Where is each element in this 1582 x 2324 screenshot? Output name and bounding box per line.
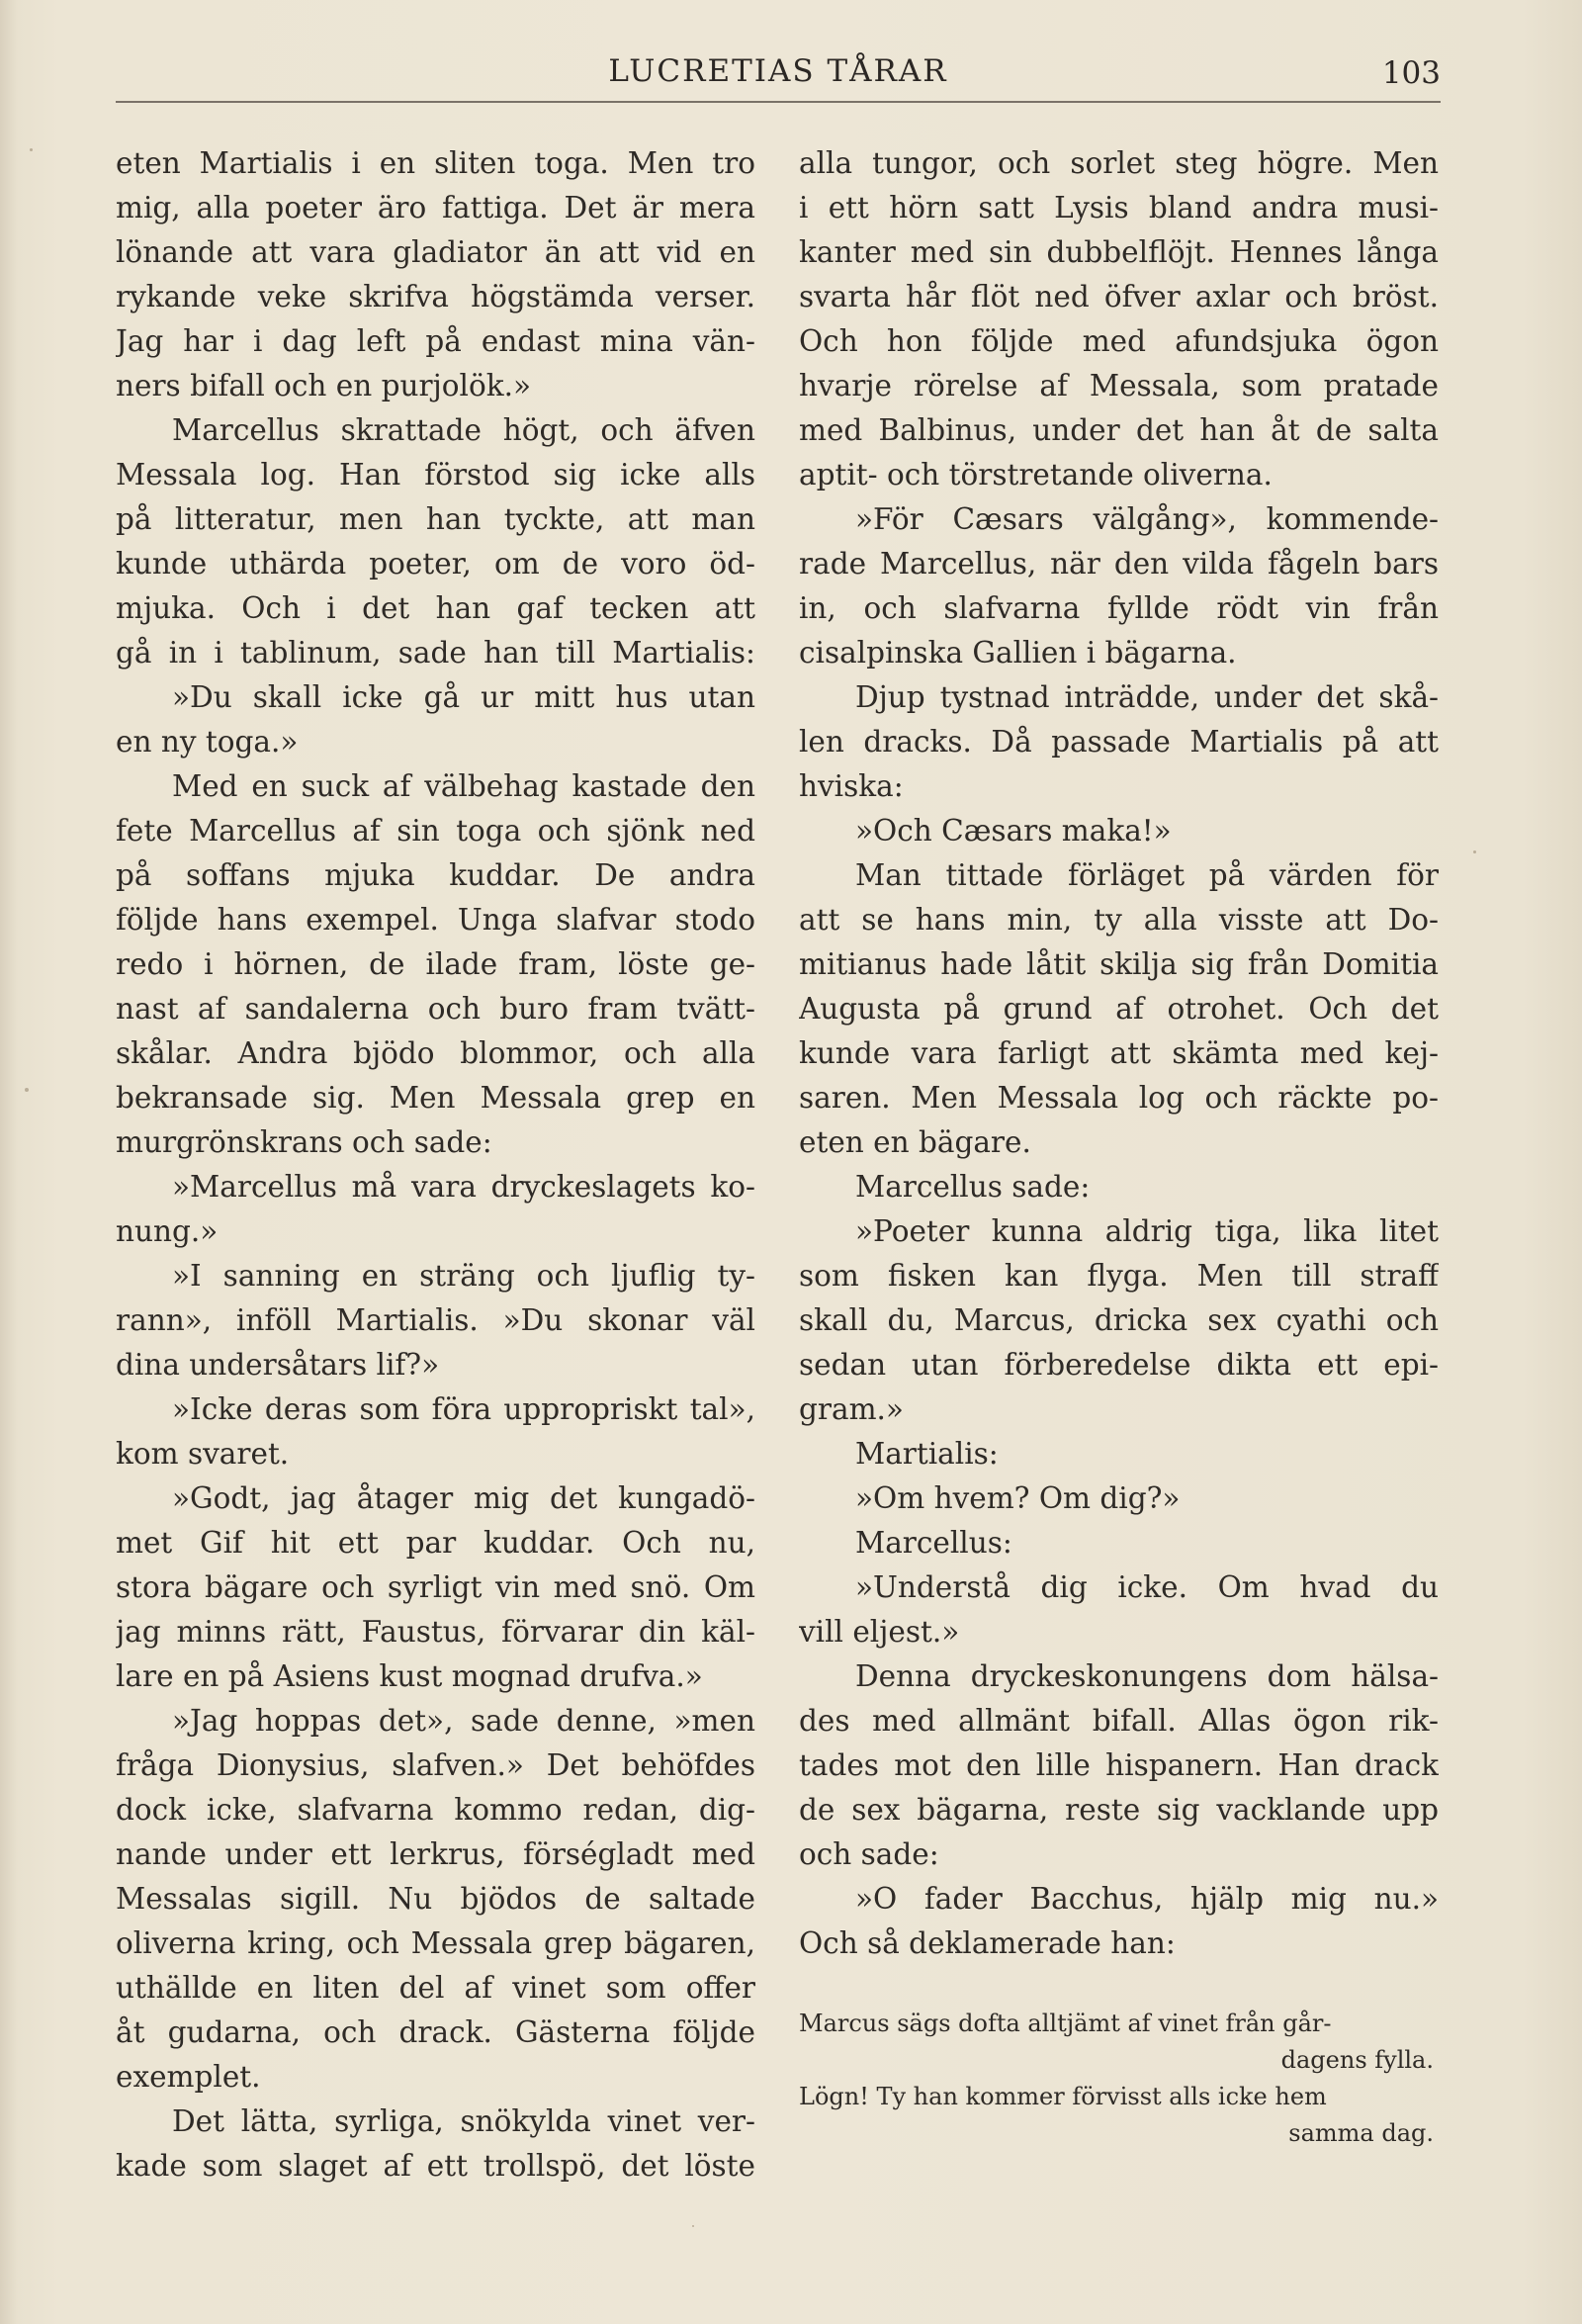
text-line: på soffans mjuka kuddar. De andra	[116, 858, 755, 892]
text-line: »Understå dig icke. Om hvad du	[855, 1570, 1439, 1604]
text-line: Med en suck af välbehag kastade den	[172, 769, 755, 803]
text-line: mjuka. Och i det han gaf tecken att	[116, 591, 755, 625]
epigram	[799, 2006, 1442, 2152]
text-line: oliverna kring, och Messala grep bägaren,	[116, 1926, 755, 1960]
text-line: des med allmänt bifall. Allas ögon rik-	[799, 1704, 1439, 1738]
text-line: och sade:	[799, 1837, 939, 1871]
text-line: saren. Men Messala log och räckte po-	[799, 1081, 1439, 1115]
text-line: kunde vara farligt att skämta med kej-	[799, 1036, 1439, 1070]
text-line: Jag har i dag left på endast mina vän-	[116, 324, 755, 358]
text-line: vill eljest.»	[799, 1615, 960, 1649]
text-line: Marcellus:	[855, 1526, 1012, 1560]
text-line: dock icke, slafvarna kommo redan, dig-	[116, 1793, 755, 1827]
text-line: rade Marcellus, när den vilda fågeln bars	[799, 547, 1439, 581]
text-line: på litteratur, men han tyckte, att man	[116, 502, 755, 536]
page-header	[116, 51, 1441, 103]
text-line: Det lätta, syrliga, snökylda vinet ver-	[172, 2104, 755, 2138]
text-line: »Jag hoppas det», sade denne, »men	[172, 1704, 755, 1738]
text-line: Man tittade förläget på värden för	[855, 858, 1439, 892]
text-line: hviska:	[799, 769, 904, 803]
text-line: rann», inföll Martialis. »Du skonar väl	[116, 1303, 755, 1337]
running-title: LUCRETIAS TÅRAR	[608, 53, 948, 89]
text-line: »Du skall icke gå ur mitt hus utan	[172, 680, 755, 714]
text-line: eten Martialis i en sliten toga. Men tro	[116, 146, 755, 180]
text-line: exemplet.	[116, 2060, 261, 2094]
text-line: gå in i tablinum, sade han till Martialis:	[116, 636, 755, 670]
paper-speck	[25, 1088, 29, 1092]
text-line: skall du, Marcus, dricka sex cyathi och	[799, 1303, 1439, 1337]
text-line: uthällde en liten del af vinet som offer	[116, 1971, 755, 2005]
text-line: sedan utan förberedelse dikta ett epi-	[799, 1348, 1439, 1382]
text-line: redo i hörnen, de ilade fram, löste ge-	[116, 947, 755, 981]
text-line: fråga Dionysius, slafven.» Det behöfdes	[116, 1748, 755, 1782]
text-line: alla tungor, och sorlet steg högre. Men	[799, 146, 1439, 180]
text-line: »Godt, jag åtager mig det kungadö-	[172, 1481, 755, 1515]
text-line: murgrönskrans och sade:	[116, 1125, 492, 1159]
text-line: kade som slaget af ett trollspö, det löste	[116, 2149, 755, 2183]
paragraph	[799, 141, 1439, 497]
text-line: »För Cæsars välgång», kommende-	[855, 502, 1439, 536]
text-line: bekransade sig. Men Messala grep en	[116, 1081, 755, 1115]
paragraph	[116, 764, 755, 1165]
paper-speck	[1473, 850, 1476, 853]
paragraph	[799, 1877, 1439, 1966]
text-line: dina undersåtars lif?»	[116, 1348, 440, 1382]
text-line: »Om hvem? Om dig?»	[855, 1481, 1181, 1515]
paragraph	[799, 497, 1439, 675]
text-line: skålar. Andra bjödo blommor, och alla	[116, 1036, 755, 1070]
text-line: stora bägare och syrligt vin med snö. Om	[116, 1570, 755, 1604]
paragraph	[799, 675, 1439, 809]
text-line: kunde uthärda poeter, om de voro öd-	[116, 547, 755, 581]
text-line: len dracks. Då passade Martialis på att	[799, 725, 1439, 759]
left-column	[116, 141, 755, 2189]
text-line: i ett hörn satt Lysis bland andra musi-	[799, 191, 1439, 224]
text-line: hvarje rörelse af Messala, som pratade	[799, 369, 1439, 402]
right-column	[799, 141, 1439, 1966]
text-line: kom svaret.	[116, 1437, 290, 1471]
paragraph	[116, 141, 755, 408]
text-line: met Gif hit ett par kuddar. Och nu,	[116, 1526, 755, 1560]
text-line: rykande veke skrifva högstämda verser.	[116, 280, 755, 313]
text-line: jag minns rätt, Faustus, förvarar din käl-	[116, 1615, 755, 1649]
paragraph	[799, 809, 1439, 853]
paragraph	[799, 1165, 1439, 1209]
text-line: »I sanning en sträng och ljuflig ty-	[172, 1259, 755, 1293]
paragraph	[116, 1254, 755, 1387]
paragraph	[116, 1476, 755, 1699]
text-line: nast af sandalerna och buro fram tvätt-	[116, 992, 755, 1026]
paragraph	[799, 1565, 1439, 1654]
text-line: fete Marcellus af sin toga och sjönk ned	[116, 814, 755, 848]
text-line: svarta hår flöt ned öfver axlar och bröst.	[799, 280, 1439, 313]
paragraph	[799, 853, 1439, 1165]
text-line: lönande att vara gladiator än att vid en	[116, 235, 755, 269]
text-line: mig, alla poeter äro fattiga. Det är mera	[116, 191, 755, 224]
epigram-line: Marcus sägs dofta alltjämt af vinet från går-	[799, 2010, 1332, 2037]
text-line: eten en bägare.	[799, 1125, 1031, 1159]
text-line: följde hans exempel. Unga slafvar stodo	[116, 903, 755, 937]
paragraph	[799, 1432, 1439, 1476]
paragraph	[116, 1699, 755, 2100]
paper-speck	[30, 148, 33, 151]
text-line: kanter med sin dubbelflöjt. Hennes långa	[799, 235, 1439, 269]
text-line: Messala log. Han förstod sig icke alls	[116, 458, 755, 492]
text-line: Djup tystnad inträdde, under det skå-	[855, 680, 1439, 714]
text-line: »O fader Bacchus, hjälp mig nu.»	[855, 1882, 1439, 1916]
text-line: som fisken kan flyga. Men till straff	[799, 1259, 1439, 1293]
text-line: cisalpinska Gallien i bägarna.	[799, 636, 1237, 670]
text-line: att se hans min, ty alla visste att Do-	[799, 903, 1439, 937]
text-line: Messalas sigill. Nu bjödos de saltade	[116, 1882, 755, 1916]
text-line: Denna dryckeskonungens dom hälsa-	[855, 1659, 1439, 1693]
text-line: de sex bägarna, reste sig vacklande upp	[799, 1793, 1439, 1827]
text-line: Martialis:	[855, 1437, 999, 1471]
text-line: »Icke deras som föra uppropriskt tal»,	[172, 1392, 755, 1426]
text-line: en ny toga.»	[116, 725, 299, 759]
text-line: gram.»	[799, 1392, 904, 1426]
text-line: Augusta på grund af otrohet. Och det	[799, 992, 1439, 1026]
paragraph	[799, 1476, 1439, 1521]
text-line: Och hon följde med afundsjuka ögon	[799, 324, 1439, 358]
text-line: Och så deklamerade han:	[799, 1926, 1176, 1960]
text-line: Marcellus sade:	[855, 1170, 1091, 1204]
text-line: nande under ett lerkrus, förségladt med	[116, 1837, 755, 1871]
paragraph	[799, 1654, 1439, 1877]
text-line: ners bifall och en purjolök.»	[116, 369, 532, 402]
paragraph	[116, 1165, 755, 1254]
paper-speck	[692, 2225, 694, 2227]
paragraph	[116, 408, 755, 675]
text-line: lare en på Asiens kust mognad drufva.»	[116, 1659, 703, 1693]
text-line: Marcellus skrattade högt, och äfven	[172, 413, 755, 447]
text-line: nung.»	[116, 1214, 219, 1248]
text-line: aptit- och törstretande oliverna.	[799, 458, 1273, 492]
text-line: mitianus hade låtit skilja sig från Domitia	[799, 947, 1439, 981]
paragraph	[116, 675, 755, 764]
paragraph	[116, 2100, 755, 2189]
paragraph	[116, 1387, 755, 1476]
text-line: tades mot den lille hispanern. Han drack	[799, 1748, 1439, 1782]
paragraph	[799, 1521, 1439, 1565]
text-line: »Poeter kunna aldrig tiga, lika litet	[855, 1214, 1439, 1248]
text-line: »Marcellus må vara dryckeslagets ko-	[172, 1170, 755, 1204]
text-line: in, och slafvarna fyllde rödt vin från	[799, 591, 1439, 625]
text-line: med Balbinus, under det han åt de salta	[799, 413, 1439, 447]
text-line: »Och Cæsars maka!»	[855, 814, 1172, 848]
page-number: 103	[1381, 55, 1441, 91]
epigram-line-continuation: dagens fylla.	[1280, 2046, 1434, 2074]
paragraph	[799, 1209, 1439, 1432]
epigram-line: Lögn! Ty han kommer förvisst alls icke hem	[799, 2083, 1327, 2110]
text-line: åt gudarna, och drack. Gästerna följde	[116, 2015, 755, 2049]
epigram-line-continuation: samma dag.	[1288, 2119, 1434, 2147]
